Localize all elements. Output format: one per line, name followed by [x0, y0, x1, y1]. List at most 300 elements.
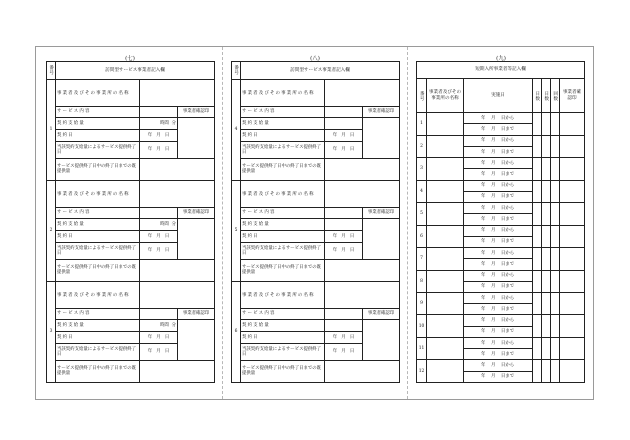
contract-amount-label: 契約支給量 — [56, 319, 140, 332]
year-label: 年 — [147, 335, 153, 341]
provider-field[interactable] — [427, 158, 464, 180]
year-label: 年 — [481, 306, 486, 312]
month-label: 月 — [491, 273, 496, 279]
year-label: 年 — [481, 318, 486, 324]
contract-end-field[interactable] — [325, 343, 363, 360]
count-field[interactable] — [542, 135, 551, 157]
day-label: 日 — [349, 234, 355, 240]
service-field[interactable] — [325, 208, 363, 219]
entry-block — [232, 79, 400, 106]
fold-line — [222, 47, 223, 399]
count-field[interactable] — [542, 292, 551, 314]
provider-name-label: 事業者及びその事業所の名称 — [241, 180, 325, 207]
provider-name-field[interactable] — [140, 180, 215, 207]
provider-name-label: 事業者及びその事業所の名称 — [56, 79, 140, 106]
to-label: 日まで — [501, 171, 515, 177]
contract-date-label: 契約日 — [241, 130, 325, 142]
provider-field[interactable] — [427, 113, 464, 135]
period-header: 実施日 — [464, 79, 533, 113]
contract-end-field[interactable] — [140, 242, 178, 259]
day-label: 日 — [349, 349, 355, 355]
period-field[interactable] — [464, 203, 533, 214]
form-title: 訪問型サービス事業者記入欄 — [241, 62, 400, 80]
period-field[interactable] — [464, 214, 533, 225]
service-label: サービス内容 — [241, 107, 325, 118]
contract-date-label: 契約日 — [56, 332, 140, 344]
remaining-label: サービス提供終了日中の終了日までの既提供量 — [56, 360, 140, 382]
seq-no-header: 番号 — [232, 62, 241, 80]
count-field[interactable] — [542, 270, 551, 292]
cap-field[interactable] — [551, 135, 560, 157]
confirm-stamp-field[interactable] — [560, 158, 585, 180]
month-label: 月 — [491, 329, 496, 335]
provider-name-label: 事業者及びその事業所の名称 — [241, 79, 325, 106]
year-label: 年 — [481, 205, 486, 211]
contract-amount-label: 契約支給量 — [56, 218, 140, 231]
month-label: 月 — [491, 340, 496, 346]
period-field[interactable] — [464, 180, 533, 191]
short-stay-row — [417, 270, 585, 281]
confirm-label: 事業者確認印 — [363, 309, 400, 320]
confirm-label: 事業者確認印 — [363, 107, 400, 118]
minutes-label: 分 — [171, 222, 176, 228]
period-field[interactable] — [464, 292, 533, 303]
days-field[interactable] — [533, 270, 542, 292]
entry-number: 3 — [47, 281, 56, 382]
period-field[interactable] — [464, 326, 533, 337]
entry-block — [47, 79, 215, 106]
month-label: 月 — [491, 250, 496, 256]
day-label: 日 — [164, 133, 170, 139]
to-label: 日まで — [501, 374, 515, 380]
service-field[interactable] — [140, 107, 178, 118]
month-label: 月 — [156, 147, 161, 153]
day-label: 日 — [349, 147, 355, 153]
provider-name-field[interactable] — [325, 79, 400, 106]
year-label: 年 — [481, 138, 486, 144]
year-label: 年 — [332, 133, 338, 139]
entry-number: 4 — [232, 79, 241, 180]
contract-amount-label: 契約支給量 — [241, 319, 325, 332]
short-stay-table — [416, 61, 585, 383]
contract-amount-label: 契約支給量 — [56, 117, 140, 130]
confirm-stamp-field[interactable] — [560, 360, 585, 383]
year-label: 年 — [147, 349, 153, 355]
year-label: 年 — [481, 194, 486, 200]
period-field[interactable] — [464, 349, 533, 360]
period-field[interactable] — [464, 225, 533, 236]
from-label: 日から — [501, 318, 515, 324]
entry-block — [232, 281, 400, 308]
service-field[interactable] — [325, 309, 363, 320]
form-title: 訪問型サービス事業者記入欄 — [56, 62, 215, 80]
provider-field[interactable] — [427, 292, 464, 314]
confirm-stamp-field[interactable] — [560, 337, 585, 359]
year-label: 年 — [481, 115, 486, 121]
days-field[interactable] — [533, 337, 542, 359]
year-label: 年 — [481, 250, 486, 256]
provider-entry-table — [46, 61, 215, 383]
contract-amount-label: 契約支給量 — [241, 218, 325, 231]
from-label: 日から — [501, 160, 515, 166]
provider-field[interactable] — [427, 203, 464, 225]
service-field[interactable] — [325, 107, 363, 118]
remaining-label: サービス提供終了日中の終了日までの既提供量 — [241, 158, 325, 180]
confirm-stamp-field[interactable] — [178, 117, 215, 158]
count-field[interactable] — [542, 360, 551, 383]
entry-number: 6 — [232, 281, 241, 382]
hours-label: 時間 — [160, 121, 169, 127]
count-field[interactable] — [542, 248, 551, 270]
confirm-stamp-field[interactable] — [178, 218, 215, 259]
to-label: 日まで — [501, 329, 515, 335]
contract-date-field[interactable] — [325, 332, 363, 344]
row-number: 9 — [417, 292, 427, 314]
short-stay-row — [417, 158, 585, 169]
to-label: 日まで — [501, 149, 515, 155]
from-label: 日から — [501, 362, 515, 368]
month-label: 月 — [491, 306, 496, 312]
form-title: 短期入所事業者等記入欄 — [417, 62, 585, 79]
confirm-stamp-field[interactable] — [560, 180, 585, 202]
contract-end-label: 当該契約支給量によるサービス提供終了日 — [56, 242, 140, 259]
contract-date-field[interactable] — [140, 130, 178, 142]
period-field[interactable] — [464, 270, 533, 281]
month-label: 月 — [156, 234, 161, 240]
confirm-stamp-field[interactable] — [560, 225, 585, 247]
contract-amount-label: 契約支給量 — [241, 117, 325, 130]
day-label: 日 — [349, 335, 355, 341]
year-label: 年 — [481, 340, 486, 346]
month-label: 月 — [491, 362, 496, 368]
month-label: 月 — [156, 248, 161, 254]
month-label: 月 — [491, 318, 496, 324]
period-field[interactable] — [464, 158, 533, 169]
provider-field[interactable] — [427, 360, 464, 383]
day-label: 日 — [164, 335, 170, 341]
cap-field[interactable] — [551, 315, 560, 337]
entry-block — [47, 281, 215, 308]
year-label: 年 — [481, 228, 486, 234]
month-label: 月 — [156, 349, 161, 355]
remaining-field[interactable] — [325, 158, 400, 180]
year-label: 年 — [481, 149, 486, 155]
confirm-stamp-field[interactable] — [560, 203, 585, 225]
month-label: 月 — [491, 261, 496, 267]
confirm-label: 事業者確認印 — [178, 309, 215, 320]
period-field[interactable] — [464, 337, 533, 348]
period-field[interactable] — [464, 191, 533, 202]
cap-field[interactable] — [551, 360, 560, 383]
provider-field[interactable] — [427, 248, 464, 270]
provider-name-field[interactable] — [325, 281, 400, 308]
provider-entry-table — [231, 61, 400, 383]
count-field[interactable] — [542, 203, 551, 225]
days-field[interactable] — [533, 158, 542, 180]
period-field[interactable] — [464, 315, 533, 326]
contract-end-label: 当該契約支給量によるサービス提供終了日 — [56, 343, 140, 360]
month-label: 月 — [491, 149, 496, 155]
confirm-stamp-field[interactable] — [560, 135, 585, 157]
provider-name-label: 事業者及びその事業所の名称 — [56, 281, 140, 308]
from-label: 日から — [501, 205, 515, 211]
form-sheet — [35, 46, 594, 400]
month-label: 月 — [491, 295, 496, 301]
confirm-stamp-field[interactable] — [560, 270, 585, 292]
provider-field[interactable] — [427, 225, 464, 247]
day-label: 日 — [164, 349, 170, 355]
contract-end-label: 当該契約支給量によるサービス提供終了日 — [56, 141, 140, 158]
month-label: 月 — [491, 183, 496, 189]
short-stay-row — [417, 113, 585, 124]
service-label: サービス内容 — [56, 208, 140, 219]
cap-header: 回数 — [551, 79, 560, 113]
provider-field[interactable] — [427, 180, 464, 202]
cap-field[interactable] — [551, 337, 560, 359]
service-field[interactable] — [140, 208, 178, 219]
days-field[interactable] — [533, 135, 542, 157]
month-label: 月 — [341, 349, 346, 355]
year-label: 年 — [481, 351, 486, 357]
month-label: 月 — [491, 228, 496, 234]
confirm-stamp-field[interactable] — [560, 248, 585, 270]
contract-amount-field[interactable] — [140, 117, 178, 130]
month-label: 月 — [491, 171, 496, 177]
from-label: 日から — [501, 228, 515, 234]
to-label: 日まで — [501, 261, 515, 267]
year-label: 年 — [147, 234, 153, 240]
month-label: 月 — [341, 248, 346, 254]
year-label: 年 — [481, 239, 486, 245]
count-field[interactable] — [542, 180, 551, 202]
contract-date-label: 契約日 — [56, 231, 140, 243]
from-label: 日から — [501, 273, 515, 279]
month-label: 月 — [491, 115, 496, 121]
year-label: 年 — [332, 147, 338, 153]
row-number: 5 — [417, 203, 427, 225]
year-label: 年 — [147, 248, 153, 254]
service-label: サービス内容 — [56, 309, 140, 320]
days-field[interactable] — [533, 180, 542, 202]
seq-no-header: 番号 — [417, 79, 427, 113]
from-label: 日から — [501, 340, 515, 346]
month-label: 月 — [491, 138, 496, 144]
short-stay-row — [417, 292, 585, 303]
period-field[interactable] — [464, 169, 533, 180]
remaining-label: サービス提供終了日中の終了日までの既提供量 — [241, 360, 325, 382]
confirm-stamp-field[interactable] — [560, 292, 585, 314]
period-field[interactable] — [464, 248, 533, 259]
entry-block — [232, 180, 400, 207]
cap-field[interactable] — [551, 203, 560, 225]
remaining-label: サービス提供終了日中の終了日までの既提供量 — [56, 158, 140, 180]
row-number: 10 — [417, 315, 427, 337]
row-number: 4 — [417, 180, 427, 202]
cap-field[interactable] — [551, 270, 560, 292]
provider-field[interactable] — [427, 135, 464, 157]
year-label: 年 — [481, 127, 486, 133]
contract-date-field[interactable] — [140, 332, 178, 344]
confirm-stamp-field[interactable] — [363, 117, 400, 158]
year-label: 年 — [332, 248, 338, 254]
contract-end-field[interactable] — [325, 242, 363, 259]
service-field[interactable] — [140, 309, 178, 320]
day-label: 日 — [164, 248, 170, 254]
service-label: サービス内容 — [241, 208, 325, 219]
remaining-label: サービス提供終了日中の終了日までの既提供量 — [241, 259, 325, 281]
period-field[interactable] — [464, 146, 533, 157]
provider-name-field[interactable] — [140, 79, 215, 106]
period-field[interactable] — [464, 360, 533, 371]
contract-date-label: 契約日 — [56, 130, 140, 142]
month-label: 月 — [341, 234, 346, 240]
days-field[interactable] — [533, 248, 542, 270]
year-label: 年 — [481, 216, 486, 222]
count-header: 日数 — [542, 79, 551, 113]
provider-name-label: 事業者及びその事業所の名称 — [241, 281, 325, 308]
contract-amount-field[interactable] — [140, 218, 178, 231]
day-label: 日 — [164, 234, 170, 240]
contract-end-field[interactable] — [325, 141, 363, 158]
provider-field[interactable] — [427, 337, 464, 359]
confirm-stamp-field[interactable] — [363, 319, 400, 360]
year-label: 年 — [481, 284, 486, 290]
service-label: サービス内容 — [56, 107, 140, 118]
minutes-label: 分 — [171, 121, 176, 127]
cap-field[interactable] — [551, 158, 560, 180]
confirm-label: 事業者確認印 — [178, 107, 215, 118]
remaining-field[interactable] — [325, 259, 400, 281]
year-label: 年 — [481, 295, 486, 301]
cap-field[interactable] — [551, 248, 560, 270]
short-stay-row — [417, 248, 585, 259]
row-number: 12 — [417, 360, 427, 383]
period-field[interactable] — [464, 124, 533, 135]
period-field[interactable] — [464, 371, 533, 382]
year-label: 年 — [481, 183, 486, 189]
period-field[interactable] — [464, 259, 533, 270]
year-label: 年 — [147, 133, 153, 139]
confirm-label: 事業者確認印 — [178, 208, 215, 219]
provider-name-field[interactable] — [325, 180, 400, 207]
days-field[interactable] — [533, 292, 542, 314]
contract-end-field[interactable] — [140, 141, 178, 158]
confirm-stamp-field[interactable] — [560, 113, 585, 135]
to-label: 日まで — [501, 216, 515, 222]
to-label: 日まで — [501, 284, 515, 290]
provider-field[interactable] — [427, 315, 464, 337]
count-field[interactable] — [542, 158, 551, 180]
month-label: 月 — [491, 205, 496, 211]
period-field[interactable] — [464, 236, 533, 247]
confirm-header: 事業者確認印 — [560, 79, 585, 113]
year-label: 年 — [332, 349, 338, 355]
contract-date-field[interactable] — [325, 130, 363, 142]
from-label: 日から — [501, 183, 515, 189]
short-stay-row — [417, 315, 585, 326]
confirm-stamp-field[interactable] — [178, 319, 215, 360]
cap-field[interactable] — [551, 292, 560, 314]
seq-no-header: 番号 — [47, 62, 56, 80]
period-field[interactable] — [464, 113, 533, 124]
days-field[interactable] — [533, 113, 542, 135]
row-number: 7 — [417, 248, 427, 270]
remaining-field[interactable] — [140, 158, 215, 180]
contract-end-field[interactable] — [140, 343, 178, 360]
contract-end-label: 当該契約支給量によるサービス提供終了日 — [241, 141, 325, 158]
to-label: 日まで — [501, 306, 515, 312]
day-label: 日 — [349, 248, 355, 254]
count-field[interactable] — [542, 225, 551, 247]
entry-number: 2 — [47, 180, 56, 281]
provider-name-field[interactable] — [140, 281, 215, 308]
confirm-stamp-field[interactable] — [560, 315, 585, 337]
count-field[interactable] — [542, 337, 551, 359]
page-number: (七) — [125, 56, 135, 62]
from-label: 日から — [501, 250, 515, 256]
days-field[interactable] — [533, 203, 542, 225]
contract-amount-field[interactable] — [325, 218, 363, 231]
confirm-stamp-field[interactable] — [363, 218, 400, 259]
cap-field[interactable] — [551, 225, 560, 247]
days-field[interactable] — [533, 225, 542, 247]
month-label: 月 — [491, 194, 496, 200]
remaining-field[interactable] — [140, 360, 215, 382]
row-number: 8 — [417, 270, 427, 292]
contract-amount-field[interactable] — [140, 319, 178, 332]
year-label: 年 — [481, 273, 486, 279]
remaining-field[interactable] — [140, 259, 215, 281]
period-field[interactable] — [464, 135, 533, 146]
short-stay-row — [417, 180, 585, 191]
row-number: 1 — [417, 113, 427, 135]
month-label: 月 — [341, 133, 346, 139]
cap-field[interactable] — [551, 113, 560, 135]
year-label: 年 — [481, 329, 486, 335]
contract-date-label: 契約日 — [241, 332, 325, 344]
contract-date-field[interactable] — [325, 231, 363, 243]
provider-name-label: 事業者及びその事業所の名称 — [56, 180, 140, 207]
minutes-label: 分 — [171, 323, 176, 329]
count-field[interactable] — [542, 315, 551, 337]
count-field[interactable] — [542, 113, 551, 135]
year-label: 年 — [481, 261, 486, 267]
cap-field[interactable] — [551, 180, 560, 202]
contract-date-field[interactable] — [140, 231, 178, 243]
hours-label: 時間 — [160, 222, 169, 228]
short-stay-row — [417, 360, 585, 371]
from-label: 日から — [501, 138, 515, 144]
contract-amount-field[interactable] — [325, 117, 363, 130]
provider-field[interactable] — [427, 270, 464, 292]
days-field[interactable] — [533, 315, 542, 337]
fold-line — [407, 47, 408, 399]
from-label: 日から — [501, 115, 515, 121]
month-label: 月 — [491, 284, 496, 290]
period-field[interactable] — [464, 281, 533, 292]
days-header: 日数 — [533, 79, 542, 113]
row-number: 2 — [417, 135, 427, 157]
remaining-field[interactable] — [325, 360, 400, 382]
page-number: (八) — [310, 56, 320, 62]
month-label: 月 — [156, 133, 161, 139]
period-field[interactable] — [464, 304, 533, 315]
short-stay-row — [417, 203, 585, 214]
month-label: 月 — [491, 160, 496, 166]
contract-amount-field[interactable] — [325, 319, 363, 332]
days-field[interactable] — [533, 360, 542, 383]
year-label: 年 — [147, 147, 153, 153]
